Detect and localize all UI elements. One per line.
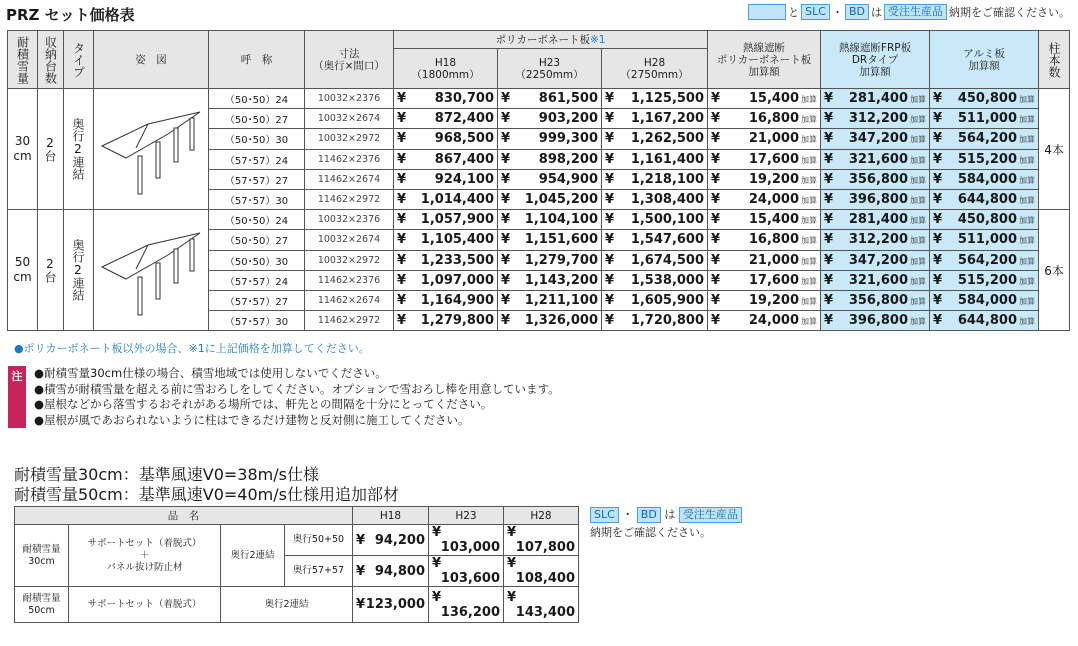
sub-col-h18: H18 [353, 507, 429, 525]
sub-order-note: SLC ・ BD は 受注生産品 納期をご確認ください。 [590, 506, 742, 542]
price-cell: ¥ 1,164,900 [394, 290, 498, 310]
snow-load-cell: 50 cm [8, 210, 38, 331]
blank-chip [748, 4, 786, 20]
bd-chip: BD [637, 507, 661, 523]
made-to-order-chip: 受注生産品 [884, 4, 947, 20]
sub-price: ¥ 143,400 [504, 587, 579, 623]
price-cell: ¥ 1,262,500 [602, 129, 708, 149]
heat-add-cell: ¥ 16,800 加算 [708, 230, 821, 250]
alu-add-cell: ¥ 511,000 加算 [930, 109, 1039, 129]
frp-add-cell: ¥ 347,200 加算 [821, 250, 930, 270]
price-cell: ¥ 1,045,200 [498, 189, 602, 209]
alu-add-cell: ¥ 564,200 加算 [930, 129, 1039, 149]
sub-price: ¥ 123,000 [353, 587, 429, 623]
sub-item-30: サポートセット（着脱式） ＋ パネル抜け防止材 [69, 525, 221, 587]
support-table [14, 506, 579, 623]
col-count: 収納台数 [38, 31, 64, 89]
heat-add-cell: ¥ 21,000 加算 [708, 250, 821, 270]
dimension-cell: 10032×2674 [305, 230, 394, 250]
frp-add-cell: ¥ 356,800 加算 [821, 169, 930, 189]
name-cell: （57･57）30 [209, 311, 305, 331]
col-figure: 姿 図 [94, 31, 209, 89]
alu-add-cell: ¥ 515,200 加算 [930, 270, 1039, 290]
frp-add-cell: ¥ 312,200 加算 [821, 109, 930, 129]
heat-add-cell: ¥ 17,600 加算 [708, 149, 821, 169]
price-cell: ¥ 1,097,000 [394, 270, 498, 290]
price-cell: ¥ 999,300 [498, 129, 602, 149]
posts-cell: 6本 [1039, 210, 1070, 331]
bd-chip: BD [845, 4, 869, 20]
dimension-cell: 11462×2376 [305, 149, 394, 169]
alu-add-cell: ¥ 564,200 加算 [930, 250, 1039, 270]
caution-line: ●屋根などから落雪するおそれがある場所では、軒先との間隔を十分にとってください。 [34, 397, 493, 411]
name-cell: （50･50）27 [209, 109, 305, 129]
dimension-cell: 11462×2674 [305, 169, 394, 189]
section-heading: 耐積雪量30cm：基準風速V0=38m/s仕様 [14, 465, 319, 484]
sub-price: ¥ 94,800 [353, 556, 429, 587]
heat-add-cell: ¥ 16,800 加算 [708, 109, 821, 129]
name-cell: （57･57）27 [209, 290, 305, 310]
caution-line: ●耐積雪量30cm仕様の場合、積雪地域では使用しないでください。 [34, 366, 387, 380]
name-cell: （50･50）24 [209, 210, 305, 230]
col-h18: H18 （1800mm） [394, 49, 498, 89]
dimension-cell: 10032×2674 [305, 109, 394, 129]
price-cell: ¥ 1,211,100 [498, 290, 602, 310]
frp-add-cell: ¥ 356,800 加算 [821, 290, 930, 310]
dimension-cell: 10032×2376 [305, 89, 394, 109]
dimension-cell: 10032×2972 [305, 250, 394, 270]
made-to-order-chip: 受注生産品 [679, 507, 742, 523]
sub-price: ¥ 103,000 [429, 525, 504, 556]
table-row [8, 210, 1070, 230]
price-cell: ¥ 830,700 [394, 89, 498, 109]
frp-add-cell: ¥ 321,600 加算 [821, 149, 930, 169]
slc-chip: SLC [590, 507, 619, 523]
price-cell: ¥ 1,143,200 [498, 270, 602, 290]
col-heat-poly: 熱線遮断 ポリカーボネート板 加算額 [708, 31, 821, 89]
col-posts: 柱本数 [1039, 31, 1070, 89]
heat-add-cell: ¥ 17,600 加算 [708, 270, 821, 290]
dimension-cell: 11462×2972 [305, 189, 394, 209]
price-cell: ¥ 1,167,200 [602, 109, 708, 129]
sub-spec: 奥行50+50 [285, 525, 353, 556]
figure-cell [94, 210, 209, 331]
count-cell: 2台 [38, 210, 64, 331]
alu-add-cell: ¥ 584,000 加算 [930, 169, 1039, 189]
price-cell: ¥ 1,161,400 [602, 149, 708, 169]
price-cell: ¥ 1,105,400 [394, 230, 498, 250]
type-cell: 奥行2連結 [64, 89, 94, 210]
dimension-cell: 11462×2376 [305, 270, 394, 290]
price-cell: ¥ 924,100 [394, 169, 498, 189]
price-cell: ¥ 1,720,800 [602, 311, 708, 331]
name-cell: （50･50）30 [209, 250, 305, 270]
alu-add-cell: ¥ 450,800 加算 [930, 89, 1039, 109]
col-snow: 耐積雪量 [8, 31, 38, 89]
sub-item-50: サポートセット（着脱式） [69, 587, 221, 623]
col-frp: 熱線遮断FRP板 DRタイプ 加算額 [821, 31, 930, 89]
type-cell: 奥行2連結 [64, 210, 94, 331]
heat-add-cell: ¥ 19,200 加算 [708, 290, 821, 310]
name-cell: （50･50）30 [209, 129, 305, 149]
count-cell: 2台 [38, 89, 64, 210]
sub-col-h23: H23 [429, 507, 504, 525]
heat-add-cell: ¥ 24,000 加算 [708, 189, 821, 209]
price-cell: ¥ 1,218,100 [602, 169, 708, 189]
col-polycarbonate: ポリカーボネート板※1 [394, 31, 708, 49]
price-cell: ¥ 1,326,000 [498, 311, 602, 331]
sub-spec: 奥行57+57 [285, 556, 353, 587]
price-cell: ¥ 898,200 [498, 149, 602, 169]
col-h28: H28 （2750mm） [602, 49, 708, 89]
alu-add-cell: ¥ 644,800 加算 [930, 311, 1039, 331]
caution-line: ●屋根が風であおられないように柱はできるだけ建物と反対側に施工してください。 [34, 412, 470, 427]
sub-type-50: 奥行2連結 [221, 587, 353, 623]
col-dimension: 寸法 （奥行×間口） [305, 31, 394, 89]
caution-badge: 注 [8, 366, 26, 428]
sub-col-h28: H28 [504, 507, 579, 525]
frp-add-cell: ¥ 312,200 加算 [821, 230, 930, 250]
posts-cell: 4本 [1039, 89, 1070, 210]
price-cell: ¥ 1,151,600 [498, 230, 602, 250]
alu-add-cell: ¥ 515,200 加算 [930, 149, 1039, 169]
price-cell: ¥ 1,104,100 [498, 210, 602, 230]
snow-load-cell: 30 cm [8, 89, 38, 210]
polycarbonate-note: ●ポリカーボネート板以外の場合、※1に上記価格を加算してください。 [14, 342, 370, 355]
frp-add-cell: ¥ 396,800 加算 [821, 189, 930, 209]
price-cell: ¥ 903,200 [498, 109, 602, 129]
alu-add-cell: ¥ 584,000 加算 [930, 290, 1039, 310]
carport-figure-icon [96, 219, 206, 319]
dimension-cell: 11462×2674 [305, 290, 394, 310]
price-cell: ¥ 1,279,800 [394, 311, 498, 331]
figure-cell [94, 89, 209, 210]
frp-add-cell: ¥ 281,400 加算 [821, 210, 930, 230]
heat-add-cell: ¥ 19,200 加算 [708, 169, 821, 189]
price-cell: ¥ 954,900 [498, 169, 602, 189]
dimension-cell: 10032×2376 [305, 210, 394, 230]
frp-add-cell: ¥ 321,600 加算 [821, 270, 930, 290]
sub-snow-50: 耐積雪量 50cm [15, 587, 69, 623]
price-cell: ¥ 1,674,500 [602, 250, 708, 270]
col-h23: H23 （2250mm） [498, 49, 602, 89]
name-cell: （57･57）24 [209, 270, 305, 290]
price-cell: ¥ 1,057,900 [394, 210, 498, 230]
col-name: 呼 称 [209, 31, 305, 89]
col-alu: アルミ板 加算額 [930, 31, 1039, 89]
price-cell: ¥ 867,400 [394, 149, 498, 169]
price-cell: ¥ 1,233,500 [394, 250, 498, 270]
frp-add-cell: ¥ 347,200 加算 [821, 129, 930, 149]
name-cell: （57･57）24 [209, 149, 305, 169]
price-cell: ¥ 1,500,100 [602, 210, 708, 230]
heat-add-cell: ¥ 15,400 加算 [708, 89, 821, 109]
caution-line: ●積雪が耐積雪量を超える前に雪おろしをしてください。オプションで雪おろし棒を用意しています。 [34, 381, 560, 396]
price-cell: ¥ 1,538,000 [602, 270, 708, 290]
page-title: PRZ セット価格表 [6, 6, 135, 24]
frp-add-cell: ¥ 396,800 加算 [821, 311, 930, 331]
table-row [8, 89, 1070, 109]
carport-figure-icon [96, 98, 206, 198]
name-cell: （57･57）30 [209, 189, 305, 209]
sub-price: ¥ 108,400 [504, 556, 579, 587]
price-cell: ¥ 1,308,400 [602, 189, 708, 209]
frp-add-cell: ¥ 281,400 加算 [821, 89, 930, 109]
dimension-cell: 10032×2972 [305, 129, 394, 149]
heat-add-cell: ¥ 15,400 加算 [708, 210, 821, 230]
price-table [7, 30, 1070, 331]
sub-price: ¥ 136,200 [429, 587, 504, 623]
name-cell: （57･57）27 [209, 169, 305, 189]
price-cell: ¥ 1,279,700 [498, 250, 602, 270]
name-cell: （50･50）24 [209, 89, 305, 109]
price-cell: ¥ 1,547,600 [602, 230, 708, 250]
heat-add-cell: ¥ 21,000 加算 [708, 129, 821, 149]
sub-price: ¥ 107,800 [504, 525, 579, 556]
section-heading: 耐積雪量50cm：基準風速V0=40m/s仕様用追加部材 [14, 485, 399, 504]
price-cell: ¥ 872,400 [394, 109, 498, 129]
price-cell: ¥ 968,500 [394, 129, 498, 149]
alu-add-cell: ¥ 450,800 加算 [930, 210, 1039, 230]
name-cell: （50･50）27 [209, 230, 305, 250]
sub-col-item: 品 名 [15, 507, 353, 525]
slc-chip: SLC [801, 4, 830, 20]
alu-add-cell: ¥ 511,000 加算 [930, 230, 1039, 250]
col-type: タイプ [64, 31, 94, 89]
sub-type-30: 奥行2連結 [221, 525, 285, 587]
heat-add-cell: ¥ 24,000 加算 [708, 311, 821, 331]
sub-price: ¥ 94,200 [353, 525, 429, 556]
price-cell: ¥ 1,605,900 [602, 290, 708, 310]
price-cell: ¥ 1,125,500 [602, 89, 708, 109]
price-cell: ¥ 1,014,400 [394, 189, 498, 209]
price-cell: ¥ 861,500 [498, 89, 602, 109]
dimension-cell: 11462×2972 [305, 311, 394, 331]
sub-snow-30: 耐積雪量 30cm [15, 525, 69, 587]
order-note: と SLC ・ BD は 受注生産品 納期をご確認ください。 [748, 4, 1070, 20]
alu-add-cell: ¥ 644,800 加算 [930, 189, 1039, 209]
sub-price: ¥ 103,600 [429, 556, 504, 587]
